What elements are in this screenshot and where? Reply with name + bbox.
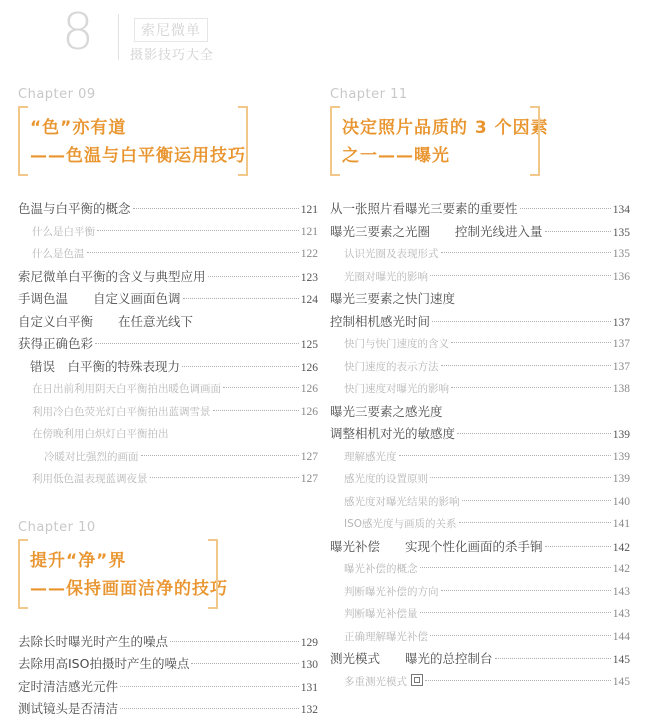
chapter-title-box (18, 106, 248, 176)
toc-list (18, 631, 318, 721)
dot-leader (120, 686, 299, 687)
toc-entry[interactable] (18, 401, 318, 424)
chapter-label: Chapter 10 (18, 519, 96, 535)
toc-entry-title: 色温与白平衡的概念 (18, 201, 131, 216)
toc-entry[interactable] (330, 423, 630, 446)
toc-entry[interactable] (330, 333, 630, 356)
toc-entry-title: 感光度对曝光结果的影响 (344, 495, 460, 508)
toc-page-number: 129 (300, 636, 318, 649)
dot-leader (97, 230, 299, 231)
toc-entry-title: 感光度的设置原则 (344, 473, 428, 485)
toc-page-number: 132 (300, 704, 318, 716)
toc-list (330, 198, 630, 693)
dot-leader (182, 366, 299, 367)
toc-page-number: 135 (612, 226, 630, 239)
toc-entry-title: 光圈对曝光的影响 (344, 270, 428, 283)
toc-entry-title: 手调色温 自定义画面色调 (18, 291, 181, 306)
toc-entry-title: 判断曝光补偿的方向 (344, 585, 439, 598)
dot-leader (170, 641, 299, 642)
toc-page-number: 126 (300, 361, 318, 374)
toc-entry-title: 从一张照片看曝光三要素的重要性 (330, 201, 518, 216)
toc-entry[interactable] (18, 288, 318, 311)
toc-page-number: 138 (612, 383, 630, 395)
toc-entry-title: 调整相机对光的敏感度 (330, 426, 456, 441)
toc-entry-title: 去除长时曝光时产生的噪点 (18, 633, 169, 649)
dot-leader (441, 252, 611, 253)
toc-entry[interactable] (18, 198, 318, 221)
toc-entry-title: 冷暖对比强烈的画面 (44, 450, 139, 463)
toc-entry-title: 去除用高ISO拍摄时产生的噪点 (18, 656, 190, 671)
toc-entry-title: 索尼微单白平衡的含义与典型应用 (18, 268, 206, 284)
toc-entry[interactable] (330, 356, 630, 379)
toc-page-number: 139 (612, 450, 630, 463)
toc-entry-title: 获得正确色彩 (18, 336, 94, 351)
toc-page-number: 137 (612, 316, 630, 329)
toc-entry[interactable] (330, 266, 630, 289)
toc-entry-title: 利用冷白色荧光灯白平衡拍出蓝调雪景 (32, 405, 211, 418)
dot-leader (451, 342, 611, 343)
toc-page-number: 143 (612, 608, 630, 620)
toc-entry-title: 错误 白平衡的特殊表现力 (30, 358, 181, 374)
toc-entry-title: ISO感光度与画质的关系 (344, 518, 457, 530)
chapter-title-line1: 提升“净”界 (30, 550, 127, 571)
bracket-left (330, 106, 340, 176)
toc-entry-title: 正确理解曝光补偿 (344, 630, 428, 643)
toc-page-number: 135 (612, 248, 630, 260)
toc-entry[interactable] (18, 356, 318, 379)
toc-page-number: 145 (612, 675, 630, 688)
toc-page-number: 127 (300, 473, 318, 485)
dot-leader (223, 387, 299, 388)
toc-entry[interactable] (18, 468, 318, 491)
dot-leader (451, 387, 611, 388)
dot-leader (545, 546, 611, 547)
chapter-title-line1: 决定照片品质的 3 个因素 (342, 118, 549, 138)
toc-entry[interactable] (330, 626, 630, 649)
dot-leader (432, 321, 611, 322)
dot-leader (430, 635, 611, 636)
toc-entry[interactable] (18, 698, 318, 721)
page-header (0, 0, 650, 70)
toc-entry[interactable] (330, 243, 630, 266)
toc-entry[interactable] (330, 581, 630, 604)
dot-leader (462, 500, 611, 501)
toc-page-number: 139 (612, 473, 630, 485)
dot-leader (95, 343, 299, 344)
toc-entry[interactable] (330, 378, 630, 401)
toc-page-number: 144 (612, 630, 630, 643)
toc-entry[interactable] (330, 603, 630, 626)
toc-entry[interactable] (330, 221, 630, 244)
toc-entry[interactable] (330, 671, 630, 694)
dot-leader (425, 680, 611, 681)
dot-leader (213, 410, 299, 411)
dot-leader (133, 208, 299, 209)
toc-entry-title: 快门速度的表示方法 (344, 360, 439, 373)
toc-page-number: 145 (612, 654, 630, 666)
toc-list (18, 198, 318, 491)
toc-entry[interactable] (330, 648, 630, 671)
toc-entry-title: 测试镜头是否清洁 (18, 701, 119, 716)
toc-page-number: 143 (612, 585, 630, 598)
chapter-10-section (18, 519, 318, 721)
dot-leader (495, 658, 611, 659)
toc-entry[interactable] (18, 311, 318, 334)
toc-entry[interactable] (330, 558, 630, 581)
toc-entry[interactable] (18, 266, 318, 289)
toc-page-number: 141 (612, 518, 630, 530)
toc-entry-title: 测光模式 曝光的总控制台 (330, 651, 493, 666)
dot-leader (87, 252, 299, 253)
toc-entry-title: 曝光三要素之快门速度 (330, 291, 456, 306)
toc-entry[interactable] (330, 311, 630, 334)
toc-entry[interactable] (18, 221, 318, 244)
toc-page-number: 121 (300, 204, 318, 216)
dot-leader (545, 231, 611, 232)
toc-entry-title: 什么是色温 (32, 248, 85, 260)
toc-page-number: 123 (300, 271, 318, 284)
dot-leader (183, 298, 299, 299)
toc-page-number: 122 (300, 248, 318, 260)
toc-page-number: 126 (300, 405, 318, 418)
dot-leader (208, 276, 299, 277)
toc-entry-title: 什么是白平衡 (32, 225, 95, 238)
toc-entry-title: 曝光三要素之光圈 控制光线进入量 (330, 223, 543, 239)
toc-entry-title: 自定义白平衡 在任意光线下 (18, 313, 194, 329)
book-brand: 索尼微单 (134, 18, 208, 42)
dot-leader (120, 708, 299, 709)
toc-page-number: 121 (300, 225, 318, 238)
chapter-title-box (18, 539, 228, 609)
dot-leader (457, 433, 611, 434)
toc-entry-title: 快门速度对曝光的影响 (344, 383, 449, 395)
toc-page-number: 126 (300, 383, 318, 395)
toc-page-number: 140 (612, 495, 630, 508)
dot-leader (459, 522, 611, 523)
toc-entry-title: 在傍晚利用白炽灯白平衡拍出 (32, 428, 169, 440)
chapter-title-line2: 之一——曝光 (342, 146, 450, 166)
bracket-left (18, 539, 28, 609)
toc-entry[interactable] (330, 491, 630, 514)
book-subtitle: 摄影技巧大全 (130, 48, 215, 63)
toc-entry-title: 定时清洁感光元件 (18, 678, 119, 694)
toc-page-number: 139 (612, 429, 630, 441)
chapter-title-box (330, 106, 549, 176)
toc-entry[interactable] (18, 243, 318, 266)
chapter-label: Chapter 09 (18, 87, 96, 102)
dot-leader (150, 477, 299, 478)
dot-leader (191, 663, 298, 664)
dot-leader (430, 275, 611, 276)
toc-entry-title: 判断曝光补偿量 (344, 608, 418, 620)
bracket-right (530, 106, 540, 176)
toc-page-number: 127 (300, 450, 318, 463)
toc-entry[interactable] (330, 468, 630, 491)
page-number: 8 (62, 3, 94, 61)
header-divider (118, 14, 119, 60)
toc-entry[interactable] (330, 513, 630, 536)
multi-metering-icon (411, 674, 423, 686)
bracket-right (208, 539, 218, 609)
dot-leader (430, 477, 611, 478)
chapter-label: Chapter 11 (330, 87, 408, 102)
toc-page-number: 137 (612, 360, 630, 373)
dot-leader (141, 455, 299, 456)
toc-entry-title: 认识光圈及表现形式 (344, 248, 439, 260)
toc-entry[interactable] (18, 631, 318, 654)
bracket-left (18, 106, 28, 176)
chapter-11-section (330, 86, 630, 693)
toc-entry[interactable] (330, 536, 630, 559)
toc-entry-title: 利用低色温表现蓝调夜景 (32, 473, 148, 485)
toc-entry[interactable] (18, 446, 318, 469)
toc-entry[interactable] (330, 401, 630, 424)
bracket-right (238, 106, 248, 176)
dot-leader (420, 612, 611, 613)
toc-entry-title: 曝光补偿 实现个性化画面的杀手锏 (330, 538, 543, 554)
toc-entry[interactable] (18, 333, 318, 356)
toc-entry-title: 曝光补偿的概念 (344, 563, 418, 575)
toc-page-number: 142 (612, 541, 630, 554)
toc-page-number: 130 (300, 659, 318, 671)
dot-leader (520, 208, 611, 209)
toc-entry-title: 在日出前利用阴天白平衡拍出暖色调画面 (32, 383, 221, 395)
toc-page-number: 142 (612, 563, 630, 575)
toc-entry[interactable] (18, 653, 318, 676)
toc-entry-title: 曝光三要素之感光度 (330, 403, 443, 419)
toc-entry-title: 控制相机感光时间 (330, 313, 431, 329)
chapter-title-line2: ——色温与白平衡运用技巧 (30, 146, 246, 166)
dot-leader (441, 590, 611, 591)
dot-leader (399, 455, 611, 456)
toc-page-number: 125 (300, 339, 318, 351)
toc-page-number: 137 (612, 338, 630, 350)
toc-page-number: 131 (300, 681, 318, 694)
toc-entry[interactable] (330, 446, 630, 469)
left-column (18, 86, 318, 721)
dot-leader (420, 567, 611, 568)
chapter-09-section (18, 86, 318, 491)
toc-entry-title: 理解感光度 (344, 450, 397, 463)
chapter-title-line1: “色”亦有道 (30, 118, 127, 138)
right-column (330, 86, 630, 693)
chapter-title-line2: ——保持画面洁净的技巧 (30, 578, 228, 599)
toc-entry[interactable] (18, 423, 318, 446)
toc-page-number: 136 (612, 270, 630, 283)
toc-page-number: 124 (300, 294, 318, 306)
toc-entry[interactable] (18, 378, 318, 401)
toc-entry[interactable] (330, 288, 630, 311)
dot-leader (441, 365, 611, 366)
toc-entry-title: 多重测光模式 (344, 675, 407, 688)
toc-entry-title: 快门与快门速度的含义 (344, 338, 449, 350)
toc-page-number: 134 (612, 204, 630, 216)
toc-entry[interactable] (330, 198, 630, 221)
toc-entry[interactable] (18, 676, 318, 699)
